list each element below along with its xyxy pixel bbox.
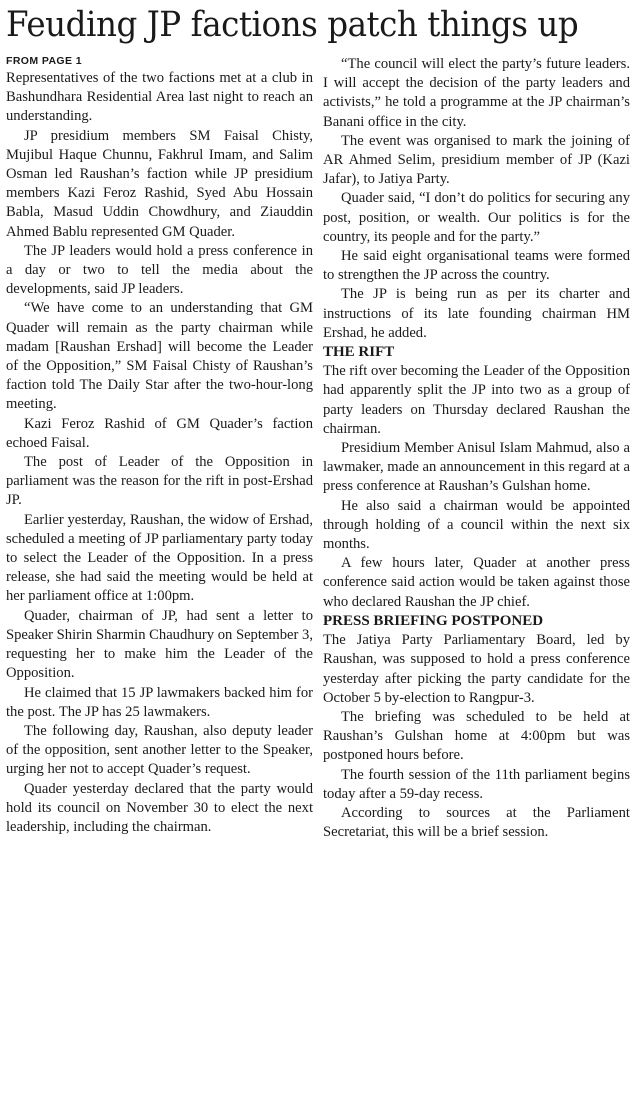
paragraph: He claimed that 15 JP lawmakers backed him for the post. The JP has 25 lawmakers. — [6, 684, 313, 720]
paragraph: JP presidium members SM Faisal Chisty, Mujibul Haque Chunnu, Fakhrul Imam, and Salim Osman led Raushan’s faction while JP presidium members Kazi Feroz Rashid, Syed Abu Hossain Babla, Masud Uddin Chowdhury, and Ziauddin Ahmed Bablu represented GM Quader. — [6, 127, 313, 240]
paragraph: Representatives of the two factions met at a club in Bashundhara Residential Area last night to reach an understanding. — [6, 70, 313, 125]
paragraph: He said eight organisational teams were formed to strengthen the JP across the country. — [323, 248, 630, 284]
right-column — [323, 55, 630, 842]
paragraph: Kazi Feroz Rashid of GM Quader’s faction echoed Faisal. — [6, 415, 313, 451]
paragraph: According to sources at the Parliament Secretariat, this will be a brief session. — [323, 804, 630, 841]
from-page-label: FROM PAGE 1 — [6, 55, 82, 67]
paragraph: A few hours later, Quader at another press conference said action would be taken against those who declared Raushan the JP chief. — [323, 555, 630, 610]
paragraph: The event was organised to mark the joining of AR Ahmed Selim, presidium member of JP (Kazi Jafar), to Jatiya Party. — [323, 132, 630, 188]
paragraph: The post of Leader of the Opposition in parliament was the reason for the rift in post-Ershad JP. — [6, 454, 313, 509]
paragraph: The fourth session of the 11th parliament begins today after a 59-day recess. — [323, 766, 630, 802]
paragraph: The briefing was scheduled to be held at Raushan’s Gulshan home at 4:00pm but was postponed hours before. — [323, 708, 630, 764]
headline: Feuding JP factions patch things up — [6, 5, 579, 45]
subhead-press-briefing: PRESS BRIEFING POSTPONED — [323, 612, 544, 629]
paragraph: Quader yesterday declared that the party would hold its council on November 30 to elect the next leadership, including the chairman. — [6, 780, 313, 835]
paragraph: “The council will elect the party’s future leaders. I will accept the decision of the party leaders and activists,” he told a programme at the JP chairman’s Banani office in the city. — [323, 56, 630, 130]
paragraph: The rift over becoming the Leader of the Opposition had apparently split the JP into two as a group of party leaders on Thursday declared Raushan the chairman. — [323, 363, 630, 437]
paragraph: “We have come to an understanding that GM Quader will remain as the party chairman while madam [Raushan Ershad] will become the Leader of the Opposition,” SM Faisal Chisty of Raushan’s faction told The Daily Star after the two-hour-long meeting. — [6, 300, 313, 413]
paragraph: The JP is being run as per its charter and instructions of its late founding chairman HM Ershad, he added. — [323, 286, 630, 341]
paragraph: The JP leaders would hold a press conference in a day or two to tell the media about the developments, said JP leaders. — [6, 242, 313, 298]
paragraph: Quader, chairman of JP, had sent a letter to Speaker Shirin Sharmin Chaudhury on September 3, requesting her to make him the Leader of the Opposition. — [6, 607, 313, 682]
paragraph: Quader said, “I don’t do politics for securing any post, position, or wealth. Our politics is for the country, its people and for the party.” — [323, 190, 630, 245]
paragraph: The Jatiya Party Parliamentary Board, led by Raushan, was supposed to hold a press conference yesterday after picking the party candidate for the October 5 by-election to Rangpur-3. — [323, 632, 630, 706]
article-body — [6, 55, 636, 842]
newspaper-clipping — [0, 3, 642, 1101]
paragraph: He also said a chairman would be appointed through holding of a council within the next six months. — [323, 497, 630, 553]
paragraph: The following day, Raushan, also deputy leader of the opposition, sent another letter to the Speaker, urging her not to accept Quader’s request. — [6, 722, 313, 778]
subhead-the-rift: THE RIFT — [323, 344, 395, 361]
paragraph: Presidium Member Anisul Islam Mahmud, also a lawmaker, made an announcement in this regard at a press conference at Raushan’s Gulshan home. — [323, 440, 630, 495]
paragraph: Earlier yesterday, Raushan, the widow of Ershad, scheduled a meeting of JP parliamentary party today to select the Leader of the Opposition. In a press release, she had said the meeting would be held at her parliament office at 1:00pm. — [6, 511, 313, 605]
left-column — [6, 55, 313, 842]
